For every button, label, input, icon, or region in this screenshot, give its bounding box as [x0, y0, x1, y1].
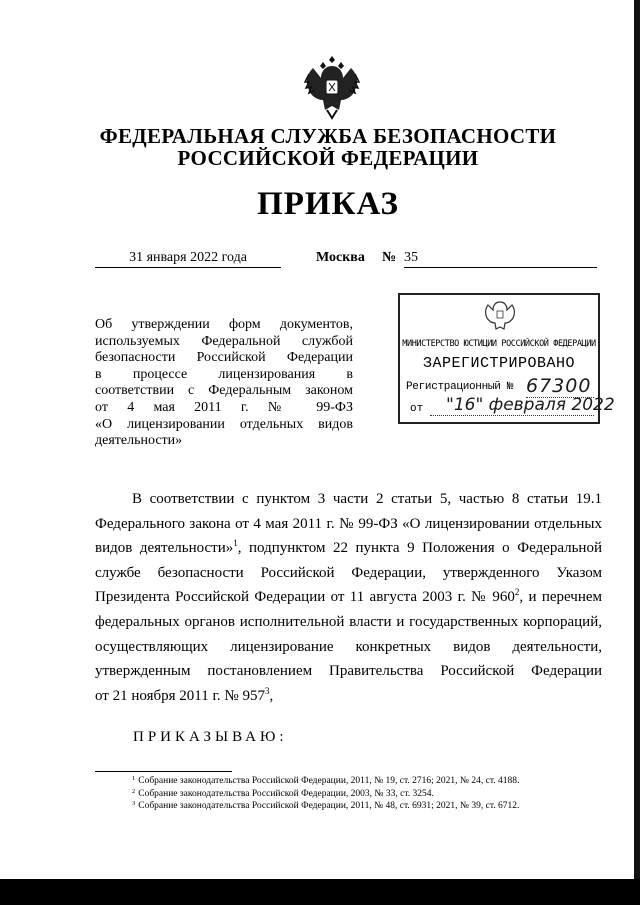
- subject-line: безопасности Российской Федерации: [95, 350, 353, 366]
- stamp-reg-number: 67300: [526, 375, 594, 398]
- order-city: Москва: [316, 250, 365, 265]
- footnote-item: $^1$ Собрание законодательства Российской Федерации, 2011, № 19, ст. 2716; 2021, № 24, ст. 4188.: [132, 775, 520, 786]
- stamp-status: ЗАРЕГИСТРИРОВАНО: [422, 355, 576, 372]
- footnote-ref[interactable]: 2: [514, 587, 520, 598]
- body-line: службе безопасности Российской Федерации, утвержденного Указом: [95, 564, 602, 581]
- subject-line: соответствии с Федеральным законом: [95, 383, 353, 399]
- body-line: В соответствии с пунктом 3 части 2 статьи 5, частью 8 статьи 19.1: [132, 491, 602, 507]
- order-word: ПРИКАЗЫВАЮ:: [133, 729, 288, 745]
- body-line: Федерального закона от 4 мая 2011 г. № 99-ФЗ «О лицензировании отдельных: [95, 515, 602, 532]
- footnote-item: $^3$ Собрание законодательства Российской Федерации, 2011, № 48, ст. 6931; 2021, № 39, ст. 6712.: [132, 800, 520, 811]
- order-number-label: №: [382, 250, 397, 265]
- footnote-divider: [95, 771, 232, 772]
- stamp-emblem-icon: [484, 299, 516, 333]
- footnote-item: $^2$ Собрание законодательства Российской Федерации, 2003, № 33, ст. 3254.: [132, 787, 434, 799]
- footnote-ref[interactable]: 1: [233, 538, 238, 549]
- body-line: федеральных органов исполнительной власти и государственных корпораций,: [95, 613, 602, 630]
- body-line: Президента Российской Федерации от 11 августа 2003 г. № $960^2$, и перечнем: [95, 587, 603, 606]
- subject-line: «О лицензировании отдельных видов: [95, 416, 353, 432]
- body-line: видов деятельности»$^1$, подпунктом 22 пункта 9 Положения о Федеральной: [95, 538, 602, 557]
- stamp-ministry: МИНИСТЕРСТВО ЮСТИЦИИ РОССИЙСКОЙ ФЕДЕРАЦИИ: [402, 339, 596, 349]
- registration-stamp: [398, 293, 615, 424]
- order-preamble: [95, 487, 602, 708]
- order-subject: [95, 317, 353, 450]
- body-line: осуществляющих лицензирование конкретных видов деятельности,: [95, 638, 602, 655]
- subject-line: деятельности»: [95, 433, 183, 449]
- order-date: 31 января 2022 года: [95, 250, 281, 268]
- subject-line: от 4 мая 2011 г. № 99-ФЗ: [95, 399, 353, 415]
- subject-line: в процессе лицензирования в: [95, 366, 353, 382]
- subject-line: Об утверждении форм документов,: [95, 317, 353, 332]
- document-type-title: ПРИКАЗ: [257, 186, 399, 222]
- order-number: 35: [404, 250, 597, 268]
- stamp-reg-date: "16" февраля 2022: [430, 395, 594, 416]
- stamp-reg-label: Регистрационный №: [406, 381, 514, 393]
- body-line: от 21 ноября 2011 г. № $957^3$,: [95, 685, 274, 704]
- scan-edge-bottom: [0, 879, 640, 905]
- agency-name-line2: РОССИЙСКОЙ ФЕДЕРАЦИИ: [177, 146, 479, 170]
- stamp-date-label: от: [410, 403, 424, 415]
- body-line: утвержденным постановлением Правительства Российской Федерации: [95, 663, 602, 680]
- footnote-ref[interactable]: 3: [265, 685, 270, 696]
- agency-name-line1: ФЕДЕРАЛЬНАЯ СЛУЖБА БЕЗОПАСНОСТИ: [99, 124, 557, 148]
- subject-line: используемых Федеральной службой: [95, 333, 353, 349]
- russian-coat-of-arms-icon: [303, 52, 361, 122]
- footnotes: [132, 775, 612, 813]
